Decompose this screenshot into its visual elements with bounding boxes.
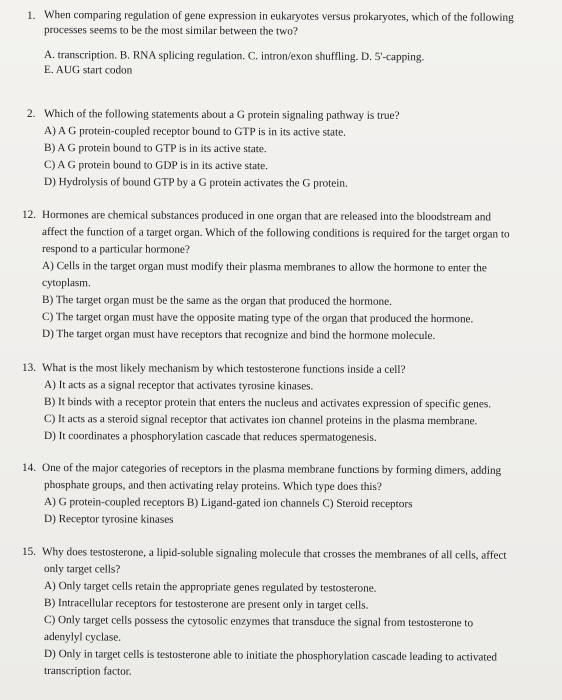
question-text: Which of the following statements about a G protein signaling pathway is true?: [43, 108, 400, 122]
answer-option-c: C) The target organ must have the opposite mating type of the organ that produced the hormone.: [41, 311, 474, 326]
answer-option-d: D) Hydrolysis of bound GTP by a G protein activates the G protein.: [43, 176, 348, 190]
question-number: 15.: [22, 546, 36, 558]
answer-option-b: B) A G protein bound to GTP is in its active state.: [43, 142, 267, 156]
answer-option-c-cont: adenylyl cyclase.: [43, 631, 122, 644]
question-text: processes seems to be the most similar between the two?: [43, 24, 298, 38]
question-text: When comparing regulation of gene expression in eukaryotes versus prokaryotes, which of the following: [43, 9, 514, 24]
answer-option-a: A) Only target cells retain the appropriate genes regulated by testosterone.: [43, 580, 377, 595]
answer-option-a: A) Cells in the target organ must modify their plasma membranes to allow the hormone to enter the: [41, 260, 487, 275]
question-text: affect the function of a target organ. Which of the following conditions is required for the target organ to: [41, 226, 510, 241]
answer-option-b: B) It binds with a receptor protein that enters the nucleus and activates expression of specific genes.: [43, 396, 492, 411]
answer-option-d: D) It coordinates a phosphorylation cascade that reduces spermatogenesis.: [43, 430, 377, 444]
question-text: One of the major categories of receptors in the plasma membrane functions by forming dimers, adding: [41, 462, 502, 477]
question-text: only target cells?: [43, 563, 121, 576]
answer-option-d: D) Only in target cells is testosterone able to initiate the phosphorylation cascade leading to activated: [43, 648, 498, 664]
question-number: 13.: [22, 362, 36, 374]
question-text: respond to a particular hormone?: [41, 243, 190, 256]
question-text: What is the most likely mechanism by which testosterone functions inside a cell?: [41, 362, 406, 376]
question-text: phosphate groups, and then activating relay proteins. Which type does this?: [43, 479, 382, 494]
answer-option: E. AUG start codon: [43, 64, 133, 77]
question-number: 2.: [27, 108, 36, 120]
question-number: 14.: [22, 462, 36, 474]
answer-options: A) G protein-coupled receptors B) Ligand-gated ion channels C) Steroid receptors: [43, 496, 413, 511]
question-number: 12.: [22, 209, 36, 221]
answer-option-c: C) A G protein bound to GDP is in its active state.: [43, 159, 268, 173]
answer-option-b: B) The target organ must be the same as the organ that produced the hormone.: [41, 294, 392, 308]
answer-option-d: D) Receptor tyrosine kinases: [43, 513, 174, 526]
answer-options: A. transcription. B. RNA splicing regulation. C. intron/exon shuffling. D. 5'-capping.: [43, 49, 425, 64]
answer-option-a-cont: cytoplasm.: [41, 277, 91, 290]
answer-option-d-cont: transcription factor.: [43, 665, 132, 678]
answer-option-b: B) Intracellular receptors for testosterone are present only in target cells.: [43, 597, 369, 612]
answer-option-a: A) A G protein-coupled receptor bound to GTP is in its active state.: [43, 125, 346, 139]
question-number: 1.: [27, 10, 36, 22]
answer-option-c: C) It acts as a steroid signal receptor that activates ion channel proteins in the plasma membrane.: [43, 413, 478, 428]
question-text: Hormones are chemical substances produced in one organ that are released into the bloodstream and: [41, 209, 492, 224]
question-text: Why does testosterone, a lipid-soluble signaling molecule that crosses the membranes of all cells, affect: [41, 546, 507, 562]
answer-option-a: A) It acts as a signal receptor that activates tyrosine kinases.: [43, 379, 314, 393]
answer-option-d: D) The target organ must have receptors that recognize and bind the hormone molecule.: [41, 328, 436, 343]
answer-option-c: C) Only target cells possess the cytosolic enzymes that transduce the signal from testosterone to: [43, 614, 474, 630]
